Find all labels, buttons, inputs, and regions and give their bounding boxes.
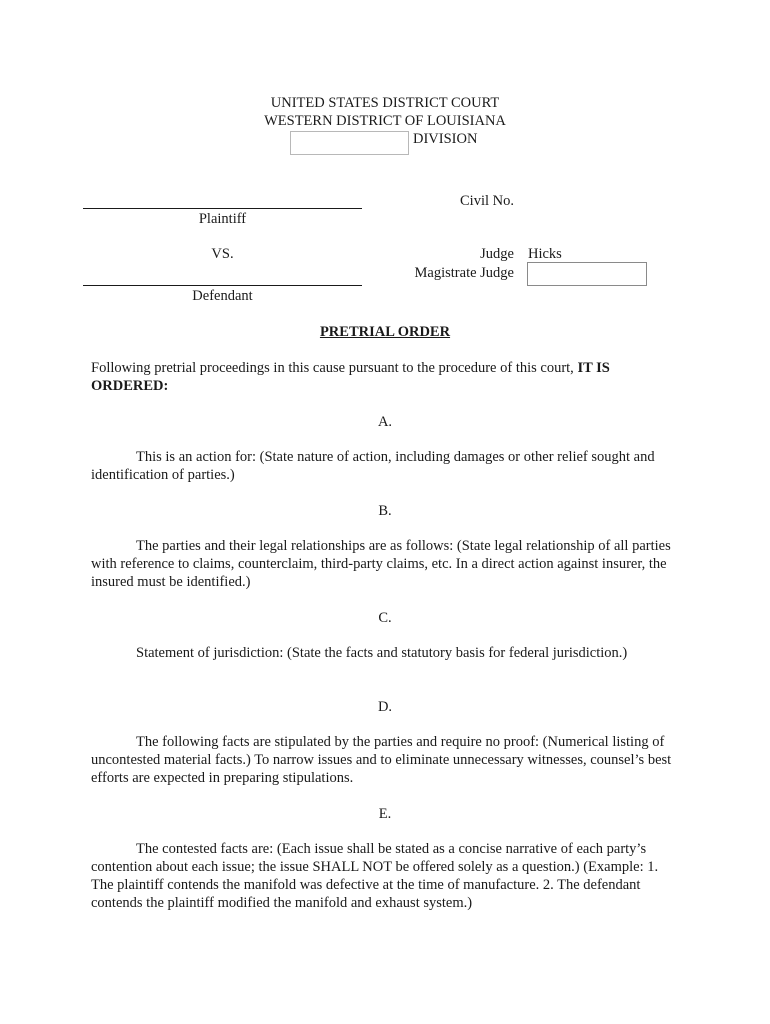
magistrate-judge-label: Magistrate Judge <box>414 265 514 281</box>
section-b-body <box>91 537 673 591</box>
section-c-heading: C. <box>378 610 392 626</box>
versus-label: VS. <box>211 246 234 262</box>
intro-text: Following pretrial proceedings in this cause pursuant to the procedure of this court, <box>91 360 578 376</box>
section-b-heading: B. <box>378 503 392 519</box>
division-label: DIVISION <box>413 131 478 147</box>
section-d-text: The following facts are stipulated by the parties and require no proof: (Numerical listing of uncontested material facts.) To narrow issues and to eliminate unnecessary witnesses, counsel’s best efforts are expected in preparing stipulations. <box>91 734 672 786</box>
intro-ordered: IT IS ORDERED: <box>91 360 610 394</box>
section-e-heading: E. <box>378 806 392 822</box>
section-e-body <box>91 840 679 912</box>
intro-paragraph <box>91 359 651 395</box>
defendant-label: Defendant <box>192 288 253 304</box>
judge-name: Hicks <box>528 246 562 262</box>
section-d-heading: D. <box>377 699 393 715</box>
plaintiff-signature-line <box>83 208 362 209</box>
division-field[interactable] <box>290 131 409 155</box>
section-d-body <box>91 733 673 787</box>
magistrate-judge-field[interactable] <box>527 262 647 286</box>
order-title: PRETRIAL ORDER <box>319 324 451 340</box>
civil-number-label: Civil No. <box>460 193 514 209</box>
judge-label: Judge <box>480 246 514 262</box>
section-a-body <box>91 448 683 484</box>
section-a-text: This is an action for: (State nature of action, including damages or other relief sought and identification of parties.) <box>91 449 655 483</box>
section-c-text: Statement of jurisdiction: (State the facts and statutory basis for federal jurisdiction.) <box>136 645 628 661</box>
defendant-signature-line <box>83 285 362 286</box>
section-a-heading: A. <box>377 414 393 430</box>
section-b-text: The parties and their legal relationships are as follows: (State legal relationship of all parties with reference to claims, counterclaim, third-party claims, etc. In a direct action against insurer, the insured must be identified.) <box>91 538 671 590</box>
court-district: WESTERN DISTRICT OF LOUISIANA <box>264 113 506 129</box>
section-c-body <box>91 644 691 662</box>
court-name: UNITED STATES DISTRICT COURT <box>270 95 500 111</box>
plaintiff-label: Plaintiff <box>198 211 247 227</box>
section-e-text: The contested facts are: (Each issue shall be stated as a concise narrative of each party’s contention about each issue; the issue SHALL NOT be offered solely as a question.) (Example: 1. The plaintiff contends the manifold was defective at the time of manufacture. 2. The defendant contends the plaintiff modified the manifold and exhaust system.) <box>91 841 659 911</box>
